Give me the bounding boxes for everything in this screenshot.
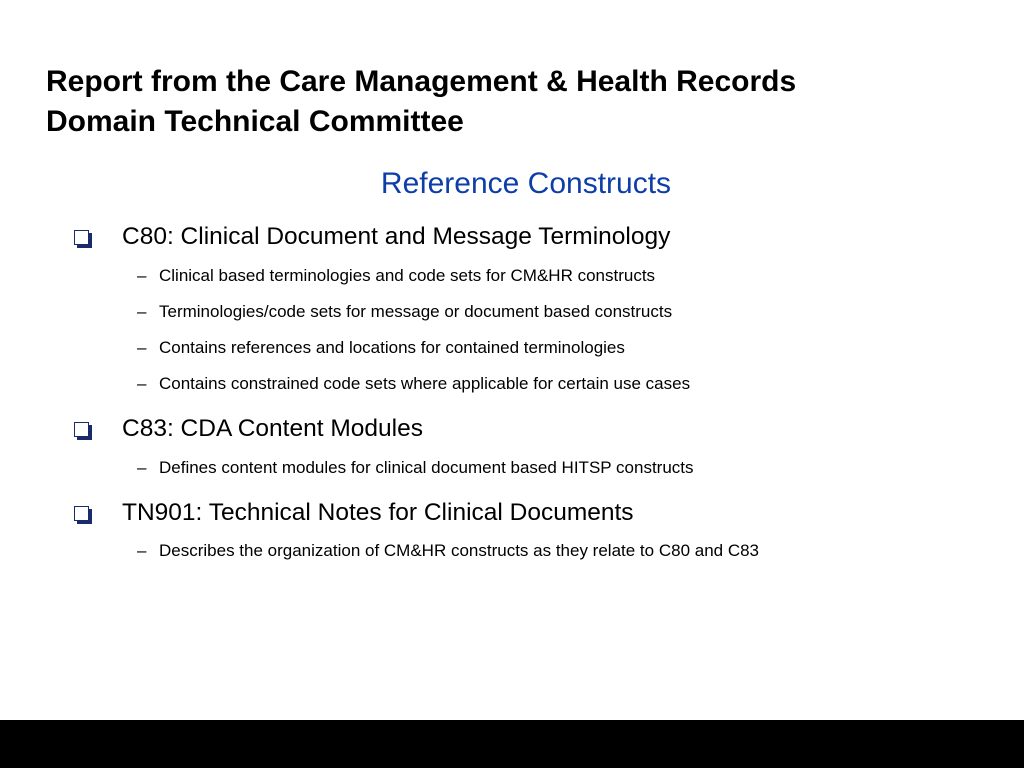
checkbox-bullet-icon (74, 506, 89, 521)
sub-bullet-text: Contains constrained code sets where applicable for certain use cases (159, 374, 691, 393)
sub-bullet-text: Contains references and locations for contained terminologies (159, 338, 625, 357)
dash-marker: – (137, 266, 147, 285)
checkbox-bullet-icon (74, 230, 89, 245)
title-line-1: Report from the Care Management & Health Records (46, 65, 797, 98)
title-line-2: Domain Technical Committee (46, 105, 464, 138)
slide-title (46, 62, 986, 142)
dash-marker: – (137, 302, 147, 321)
bullet-c83 (74, 412, 423, 446)
checkbox-bullet-icon (74, 422, 89, 437)
bullet-text: C83: CDA Content Modules (122, 415, 423, 442)
sub-bullet-text: Defines content modules for clinical document based HITSP constructs (159, 458, 694, 477)
section-subtitle: Reference Constructs (380, 167, 672, 200)
bullet-text: C80: Clinical Document and Message Terminology (122, 223, 671, 250)
dash-marker: – (137, 338, 147, 357)
dash-marker: – (137, 374, 147, 393)
sub-bullet-text: Terminologies/code sets for message or document based constructs (159, 302, 673, 321)
bullet-c80 (74, 220, 670, 254)
sub-bullet (137, 300, 672, 324)
dash-marker: – (137, 541, 147, 560)
sub-bullet (137, 264, 655, 288)
bullet-text: TN901: Technical Notes for Clinical Documents (122, 499, 634, 526)
sub-bullet-text: Clinical based terminologies and code sets for CM&HR constructs (159, 266, 656, 285)
dash-marker: – (137, 458, 147, 477)
sub-bullet (137, 336, 625, 360)
bullet-tn901 (74, 496, 634, 530)
sub-bullet-text: Describes the organization of CM&HR constructs as they relate to C80 and C83 (159, 541, 760, 560)
sub-bullet (137, 539, 759, 563)
sub-bullet (137, 456, 694, 480)
sub-bullet (137, 372, 690, 396)
footer-bar (0, 720, 1024, 768)
